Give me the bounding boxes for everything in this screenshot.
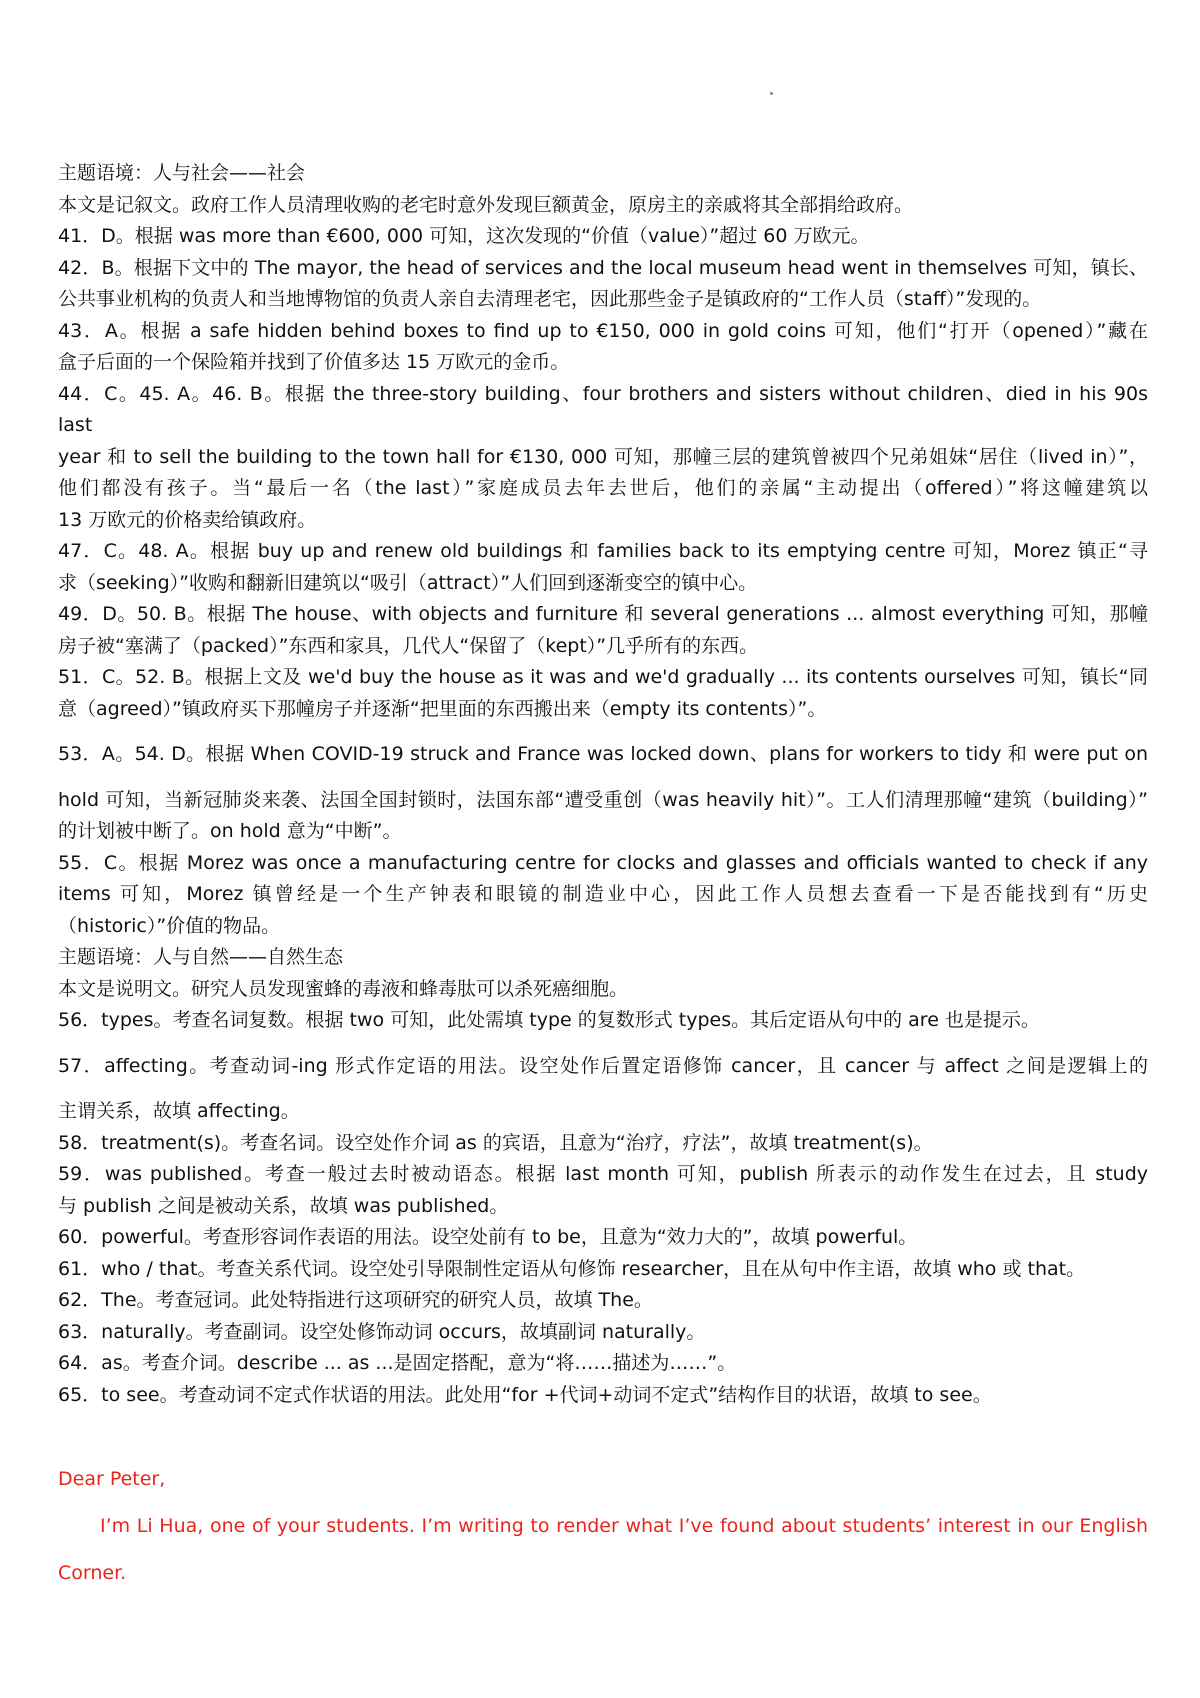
answer-44-46-line-1: 44．C。45. A。46. B。根据 the three-story building、four brothers and sisters without children、died in his 90s last <box>58 382 1148 436</box>
answer-59-line-2: 与 publish 之间是被动关系，故填 was published。 <box>58 1194 509 1217</box>
answer-58: 58．treatment(s)。考查名词。设空处作介词 as 的宾语，且意为“治疗，疗法”，故填 treatment(s)。 <box>58 1131 933 1154</box>
answer-44-46-line-4: 13 万欧元的价格卖给镇政府。 <box>58 508 317 531</box>
answer-63: 63．naturally。考查副词。设空处修饰动词 occurs，故填副词 naturally。 <box>58 1320 706 1343</box>
answer-57-line-1: 57．affecting。考查动词-ing 形式作定语的用法。设空处作后置定语修饰 cancer，且 cancer 与 affect 之间是逻辑上的 <box>58 1054 1148 1077</box>
answer-43-line-1: 43．A。根据 a safe hidden behind boxes to find up to €150, 000 in gold coins 可知，他们“打开（opened）”藏在 <box>58 319 1148 342</box>
answer-57-line-2: 主谓关系，故填 affecting。 <box>58 1100 300 1122</box>
answer-49-50-line-2: 房子被“塞满了（packed）”东西和家具，几代人“保留了（kept）”几乎所有的东西。 <box>58 634 759 657</box>
answer-44-46-line-3: 他们都没有孩子。当“最后一名（the last）”家庭成员去年去世后，他们的亲属“主动提出（offered）”将这幢建筑以 <box>58 477 1148 499</box>
answer-51-52-line-2: 意（agreed）”镇政府买下那幢房子并逐渐“把里面的东西搬出来（empty its contents）”。 <box>58 697 827 720</box>
answer-53-54-line-1: 53．A。54. D。根据 When COVID-19 struck and France was locked down、plans for workers to tidy 和 were put on <box>58 743 1148 765</box>
answer-41: 41．D。根据 was more than €600, 000 可知，这次发现的“价值（value）”超过 60 万欧元。 <box>58 225 870 247</box>
answer-53-54-line-2: hold 可知，当新冠肺炎来袭、法国全国封锁时，法国东部“遭受重创（was heavily hit）”。工人们清理那幢“建筑（building）” <box>58 788 1148 811</box>
topic-context-2: 主题语境：人与自然——自然生态 <box>58 946 344 968</box>
answer-51-52-line-1: 51．C。52. B。根据上文及 we'd buy the house as it was and we'd gradually ... its contents ourselves 可知，镇长“同 <box>58 666 1148 688</box>
writing-sample-letter <box>58 1456 1148 1597</box>
scan-dot <box>770 92 773 95</box>
answer-44-46-line-2: year 和 to sell the building to the town hall for €130, 000 可知，那幢三层的建筑曾被四个兄弟姐妹“居住（lived in）”， <box>58 445 1148 468</box>
answer-53-54-line-3: 的计划被中断了。on hold 意为“中断”。 <box>58 820 402 842</box>
answer-59-line-1: 59．was published。考查一般过去时被动语态。根据 last month 可知，publish 所表示的动作发生在过去，且 study <box>58 1163 1148 1185</box>
passage-summary-2: 本文是说明文。研究人员发现蜜蜂的毒液和蜂毒肽可以杀死癌细胞。 <box>58 977 629 1000</box>
answer-43-line-2: 盒子后面的一个保险箱并找到了价值多达 15 万欧元的金币。 <box>58 351 570 373</box>
answer-61: 61．who / that。考查关系代词。设空处引导限制性定语从句修饰 researcher，且在从句中作主语，故填 who 或 that。 <box>58 1257 1086 1280</box>
answer-64: 64．as。考查介词。describe ... as ...是固定搭配，意为“将……描述为……”。 <box>58 1352 737 1374</box>
answer-62: 62．The。考查冠词。此处特指进行这项研究的研究人员，故填 The。 <box>58 1289 653 1311</box>
letter-body-line-1: I’m Li Hua, one of your students. I’m writing to render what I’ve found about students’ interest in our English <box>100 1515 1148 1537</box>
answer-47-48-line-1: 47．C。48. A。根据 buy up and renew old buildings 和 families back to its emptying centre 可知，Morez 镇正“寻 <box>58 540 1148 562</box>
answer-55-line-1: 55．C。根据 Morez was once a manufacturing centre for clocks and glasses and officials wanted to check if any <box>58 851 1148 874</box>
answer-47-48-line-2: 求（seeking）”收购和翻新旧建筑以“吸引（attract）”人们回到逐渐变空的镇中心。 <box>58 571 758 594</box>
passage-summary-1: 本文是记叙文。政府工作人员清理收购的老宅时意外发现巨额黄金，原房主的亲戚将其全部捐给政府。 <box>58 193 914 216</box>
answer-55-line-2: items 可知，Morez 镇曾经是一个生产钟表和眼镜的制造业中心，因此工作人员想去查看一下是否能找到有“历史 <box>58 883 1148 905</box>
answer-56: 56．types。考查名词复数。根据 two 可知，此处需填 type 的复数形式 types。其后定语从句中的 are 也是提示。 <box>58 1009 1040 1031</box>
answer-65: 65．to see。考查动词不定式作状语的用法。此处用“for +代词+动词不定式”结构作目的状语，故填 to see。 <box>58 1383 992 1406</box>
letter-greeting: Dear Peter, <box>58 1468 166 1490</box>
answer-42-line-1: 42．B。根据下文中的 The mayor, the head of services and the local museum head went in themselves 可知，镇长、 <box>58 256 1148 279</box>
topic-context-1: 主题语境：人与社会——社会 <box>58 162 306 184</box>
answer-60: 60．powerful。考查形容词作表语的用法。设空处前有 to be，且意为“效力大的”，故填 powerful。 <box>58 1226 918 1248</box>
answer-49-50-line-1: 49．D。50. B。根据 The house、with objects and furniture 和 several generations ... almost everything 可知，那幢 <box>58 603 1148 625</box>
answer-42-line-2: 公共事业机构的负责人和当地博物馆的负责人亲自去清理老宅，因此那些金子是镇政府的“工作人员（staff）”发现的。 <box>58 288 1042 310</box>
answer-key <box>58 158 1148 1411</box>
letter-body-line-2: Corner. <box>58 1562 127 1584</box>
answer-55-line-3: （historic）”价值的物品。 <box>58 914 281 937</box>
